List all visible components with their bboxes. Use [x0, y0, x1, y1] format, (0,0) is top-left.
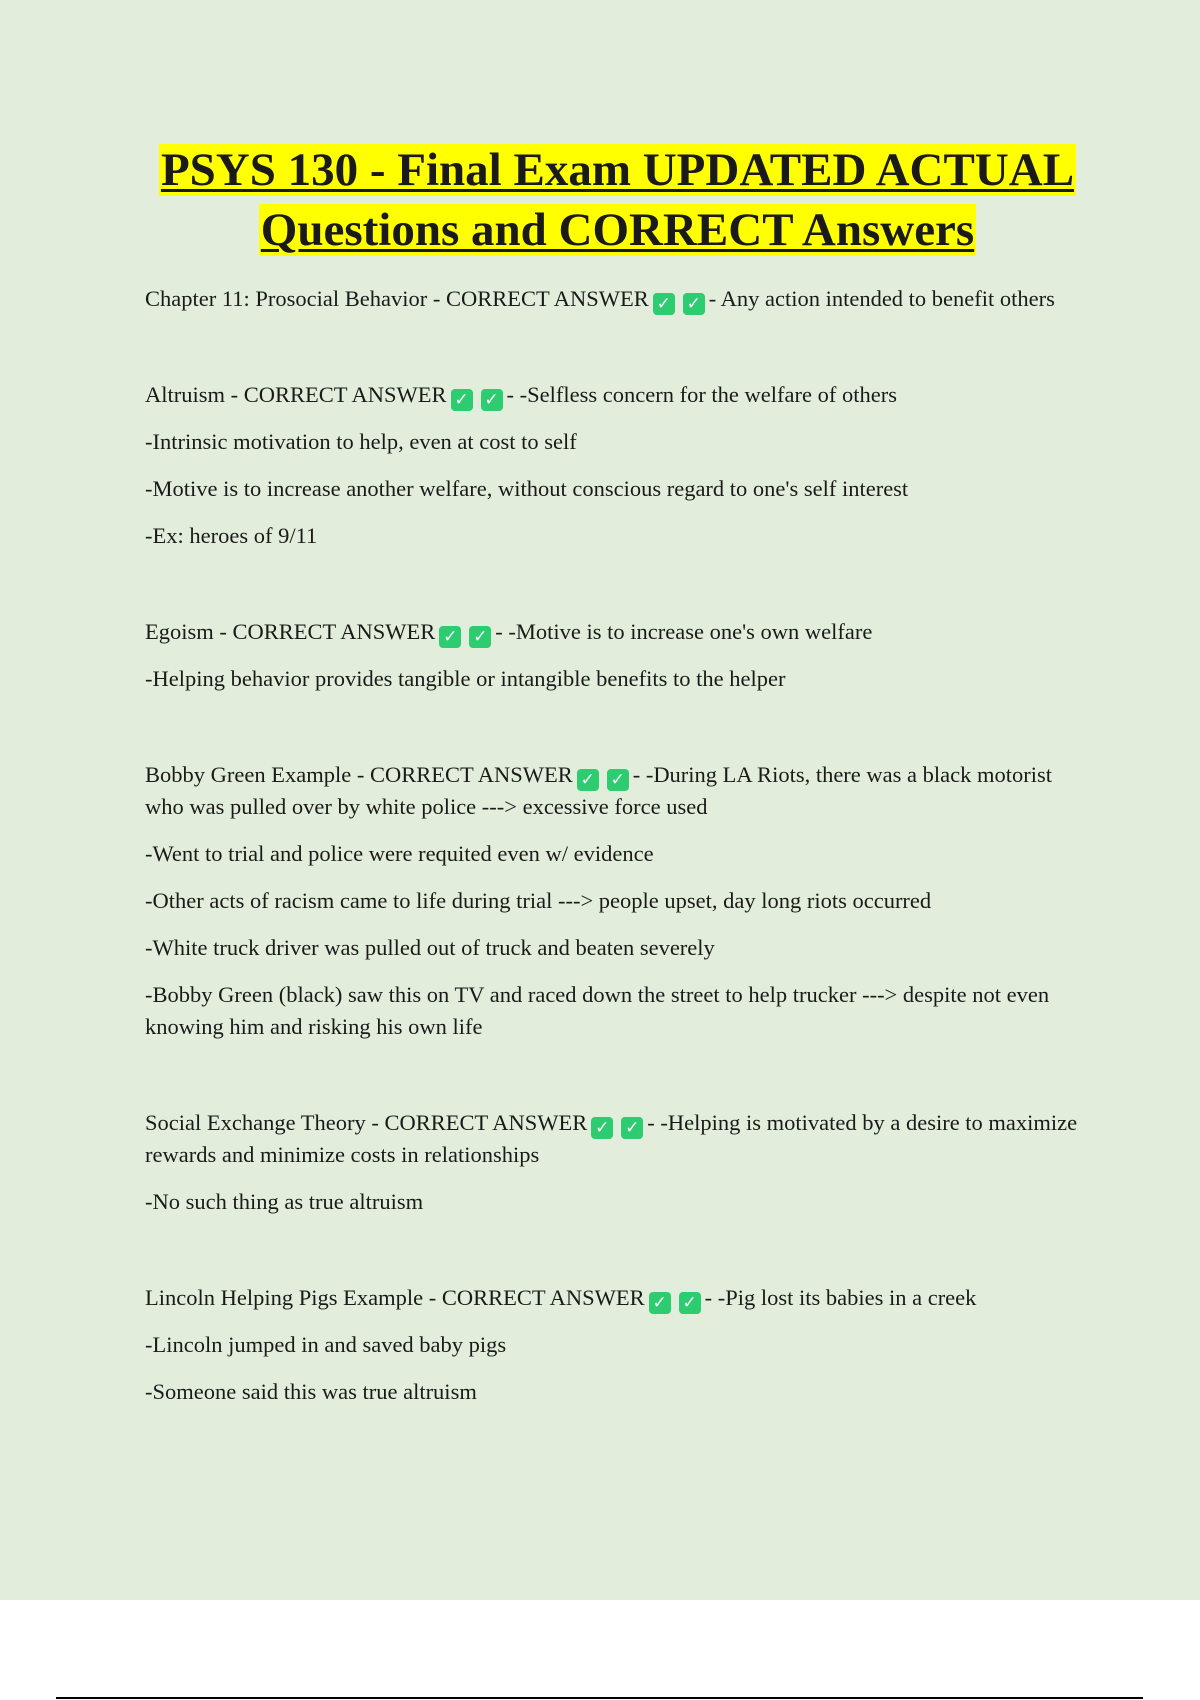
check-mark-icon: ✓: [591, 1117, 613, 1139]
answer-marker: CORRECT ANSWER: [445, 286, 649, 311]
check-mark-icon: ✓: [621, 1117, 643, 1139]
term: Bobby Green Example: [145, 762, 352, 787]
entry-first-line: Lincoln Helping Pigs Example - CORRECT ANSWER ✓ ✓ - -Pig lost its babies in a creek: [145, 1285, 977, 1313]
check-mark-icon: ✓: [451, 389, 473, 411]
check-mark-icon: ✓: [683, 293, 705, 315]
answer-marker: CORRECT ANSWER: [384, 1110, 588, 1135]
check-mark-icon: ✓: [439, 626, 461, 648]
answer-marker: CORRECT ANSWER: [441, 1285, 645, 1310]
qa-entry-egoism: [145, 616, 1080, 695]
check-mark-icon: ✓: [649, 1292, 671, 1314]
qa-entry-bobby-green: [145, 759, 1080, 1043]
answer-line: -Intrinsic motivation to help, even at cost to self: [145, 429, 577, 454]
check-mark-icon: ✓: [679, 1292, 701, 1314]
answer-line: -Ex: heroes of 9/11: [145, 523, 318, 548]
answer-text: - -Helping is motivated by a desire to maximize rewards and minimize costs in relationships: [145, 1110, 1078, 1167]
answer-text: - -During LA Riots, there was a black motorist who was pulled over by white police ---> excessive force used: [145, 762, 1052, 819]
answer-line: -Helping behavior provides tangible or intangible benefits to the helper: [145, 666, 786, 691]
entry-first-line: Altruism - CORRECT ANSWER ✓ ✓ - -Selfless concern for the welfare of others: [145, 382, 897, 410]
term: Altruism: [145, 382, 226, 407]
answer-line: -Bobby Green (black) saw this on TV and raced down the street to help trucker ---> despite not even knowing him and risking his own life: [145, 982, 1050, 1039]
answer-marker: CORRECT ANSWER: [243, 382, 447, 407]
entry-first-line: Bobby Green Example - CORRECT ANSWER ✓ ✓ - -During LA Riots, there was a black motorist who was pulled over by white police ---> excessive force used: [145, 762, 1052, 819]
answer-text: - -Motive is to increase one's own welfare: [495, 619, 873, 644]
entry-first-line: Egoism - CORRECT ANSWER ✓ ✓ - -Motive is to increase one's own welfare: [145, 619, 873, 647]
term: Egoism: [145, 619, 214, 644]
answer-text: - -Pig lost its babies in a creek: [704, 1285, 977, 1310]
answer-marker: CORRECT ANSWER: [369, 762, 573, 787]
document-title: [80, 140, 1155, 260]
title-line-1: PSYS 130 - Final Exam UPDATED ACTUAL: [160, 144, 1075, 196]
qa-entry-prosocial-behavior: [145, 283, 1080, 315]
answer-line: -Lincoln jumped in and saved baby pigs: [145, 1332, 507, 1357]
answer-line: -White truck driver was pulled out of truck and beaten severely: [145, 935, 715, 960]
page-footer-divider: [56, 1697, 1143, 1699]
answer-line: -Other acts of racism came to life during trial ---> people upset, day long riots occurred: [145, 888, 932, 913]
answer-line: -No such thing as true altruism: [145, 1189, 424, 1214]
answer-marker: CORRECT ANSWER: [232, 619, 436, 644]
answer-line: -Motive is to increase another welfare, without conscious regard to one's self interest: [145, 476, 909, 501]
answer-line: -Someone said this was true altruism: [145, 1379, 477, 1404]
term: Social Exchange Theory: [145, 1110, 366, 1135]
check-mark-icon: ✓: [653, 293, 675, 315]
term: Chapter 11: Prosocial Behavior: [145, 286, 428, 311]
term: Lincoln Helping Pigs Example: [145, 1285, 424, 1310]
entry-first-line: Social Exchange Theory - CORRECT ANSWER ✓ ✓ - -Helping is motivated by a desire to maximize rewards and minimize costs in relationships: [145, 1110, 1078, 1167]
qa-list: [145, 283, 1080, 1472]
check-mark-icon: ✓: [481, 389, 503, 411]
check-mark-icon: ✓: [577, 769, 599, 791]
title-line-2: Questions and CORRECT Answers: [260, 204, 975, 256]
entry-first-line: Chapter 11: Prosocial Behavior - CORRECT ANSWER ✓ ✓ - Any action intended to benefit others: [145, 286, 1055, 314]
answer-text: - Any action intended to benefit others: [708, 286, 1055, 311]
check-mark-icon: ✓: [607, 769, 629, 791]
qa-entry-lincoln-pigs: [145, 1282, 1080, 1408]
qa-entry-social-exchange-theory: [145, 1107, 1080, 1218]
answer-line: -Went to trial and police were requited even w/ evidence: [145, 841, 654, 866]
check-mark-icon: ✓: [469, 626, 491, 648]
answer-text: - -Selfless concern for the welfare of others: [506, 382, 897, 407]
qa-entry-altruism: [145, 379, 1080, 552]
